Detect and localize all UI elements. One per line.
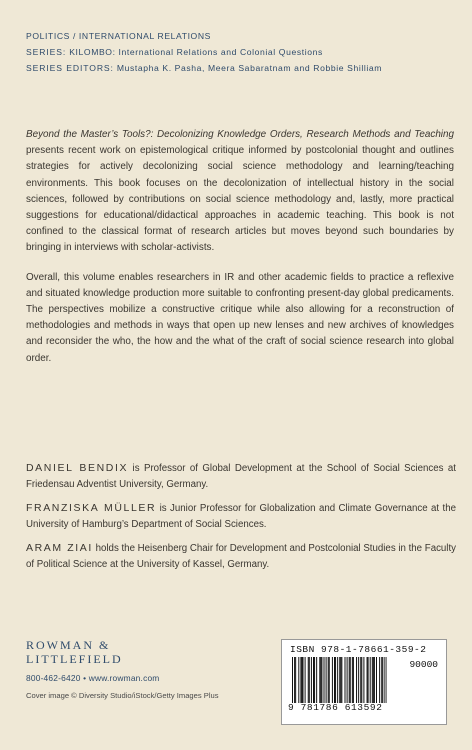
editors-label: SERIES EDITORS: [26, 63, 114, 73]
barcode-digits: 9 781786 613592 [288, 702, 383, 713]
author-bio-3 [26, 540, 456, 573]
price-code: 90000 [409, 659, 438, 670]
publisher-logo [26, 638, 123, 666]
author-name: ARAM ZIAI [26, 542, 93, 554]
publisher-name-line-2: LITTLEFIELD [26, 652, 123, 666]
author-bio-text: is Professor of Global Development at the School of Social Sciences at Friedensau Adventist University, Germany. [26, 463, 456, 490]
description-paragraph-1 [26, 127, 454, 257]
barcode-bars [292, 657, 387, 703]
author-bio-2 [26, 500, 456, 533]
series-line [26, 44, 382, 60]
subject-line: POLITICS / INTERNATIONAL RELATIONS [26, 31, 211, 41]
author-bio-text: is Junior Professor for Globalization and Climate Governance at the University of Hamburg’s Department of Social Sciences. [26, 503, 456, 530]
author-bio-text: holds the Heisenberg Chair for Development and Postcolonial Studies in the Faculty of Political Science at the University of Kassel, Germany. [26, 543, 456, 570]
publisher-contact: 800-462-6420 • www.rowman.com [26, 673, 160, 683]
isbn-barcode [281, 639, 447, 725]
series-text: KILOMBO: International Relations and Colonial Questions [66, 47, 323, 57]
cover-credit: Cover image © Diversity Studio/iStock/Getty Images Plus [26, 691, 219, 700]
editors-text: Mustapha K. Pasha, Meera Sabaratnam and Robbie Shilliam [113, 63, 382, 73]
series-header [26, 28, 382, 76]
book-title: Beyond the Master’s Tools?: Decolonizing Knowledge Orders, Research Methods and Teaching [26, 129, 454, 140]
description-paragraph-2: Overall, this volume enables researchers in IR and other academic fields to practice a reflexive and situated knowledge production more suitable to confronting present-day global predicaments. The perspectives mobilize a constructive critique while also allowing for a reconstruction of methodologies and methods in ways that open up new lenses and new archives of knowledges and reconsider the who, the how and the what of the craft of social science research into global order. [26, 271, 454, 364]
author-name: FRANZISKA MÜLLER [26, 502, 157, 514]
series-label: SERIES: [26, 47, 67, 57]
description-text-1: presents recent work on epistemological critique informed by postcolonial thought and outlines strategies for actively decolonizing social science methodology and learning/teaching environments. This book focuses on the decolonization of intellectual history in the social sciences, followed by contributions on social science methodology and, lastly, more practical suggestions for educational/didactical approaches in academic teaching. This book is not confined to the classical format of research articles but moves beyond such boundaries by bringing in interviews with scholar-activists. [26, 145, 454, 254]
author-name: DANIEL BENDIX [26, 462, 129, 474]
publisher-name-line-1: ROWMAN & [26, 638, 111, 652]
author-bio-1 [26, 460, 456, 493]
editors-line [26, 60, 382, 76]
isbn-text: ISBN 978-1-78661-359-2 [290, 644, 427, 655]
book-description [26, 127, 454, 380]
